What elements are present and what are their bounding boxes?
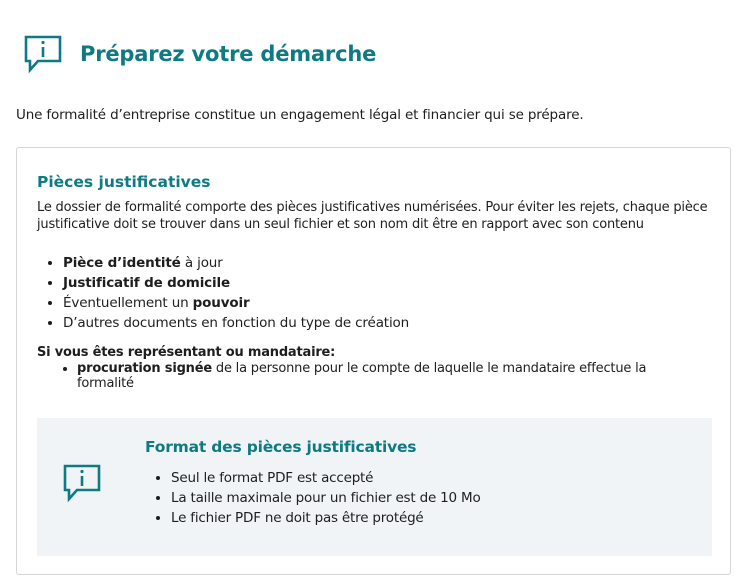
card-title: Pièces justificatives	[37, 173, 211, 191]
representative-heading: Si vous êtes représentant ou mandataire:	[37, 345, 336, 360]
format-info-title: Format des pièces justificatives	[145, 438, 417, 456]
page-title: Préparez votre démarche	[80, 42, 377, 66]
list-item: • Éventuellement un pouvoir	[63, 293, 409, 313]
page-header	[22, 33, 376, 75]
list-item: • procuration signée de la personne pour le compte de laquelle le mandataire effectue la formalité	[77, 361, 697, 391]
card-description: Le dossier de formalité comporte des pièces justificatives numérisées. Pour éviter les rejets, chaque pièce justificative doit se trouver dans un seul fichier et son nom dit être en rapport avec son contenu	[37, 200, 708, 232]
list-item: • Seul le format PDF est accepté	[171, 468, 481, 488]
documents-card	[16, 147, 731, 575]
list-item: • Justificatif de domicile	[63, 273, 409, 293]
list-item: • Pièce d’identité à jour	[63, 253, 409, 273]
info-speech-bubble-icon	[61, 462, 103, 504]
format-info-box	[37, 418, 712, 556]
list-item: • La taille maximale pour un fichier est de 10 Mo	[171, 488, 481, 508]
list-item: • D’autres documents en fonction du type de création	[63, 313, 409, 333]
list-item: • Le fichier PDF ne doit pas être protégé	[171, 508, 481, 528]
intro-text: Une formalité d’entreprise constitue un engagement légal et financier qui se prépare.	[16, 107, 584, 123]
format-list	[149, 468, 481, 528]
representative-list	[55, 361, 697, 391]
documents-list	[41, 253, 409, 333]
info-speech-bubble-icon	[22, 33, 64, 75]
